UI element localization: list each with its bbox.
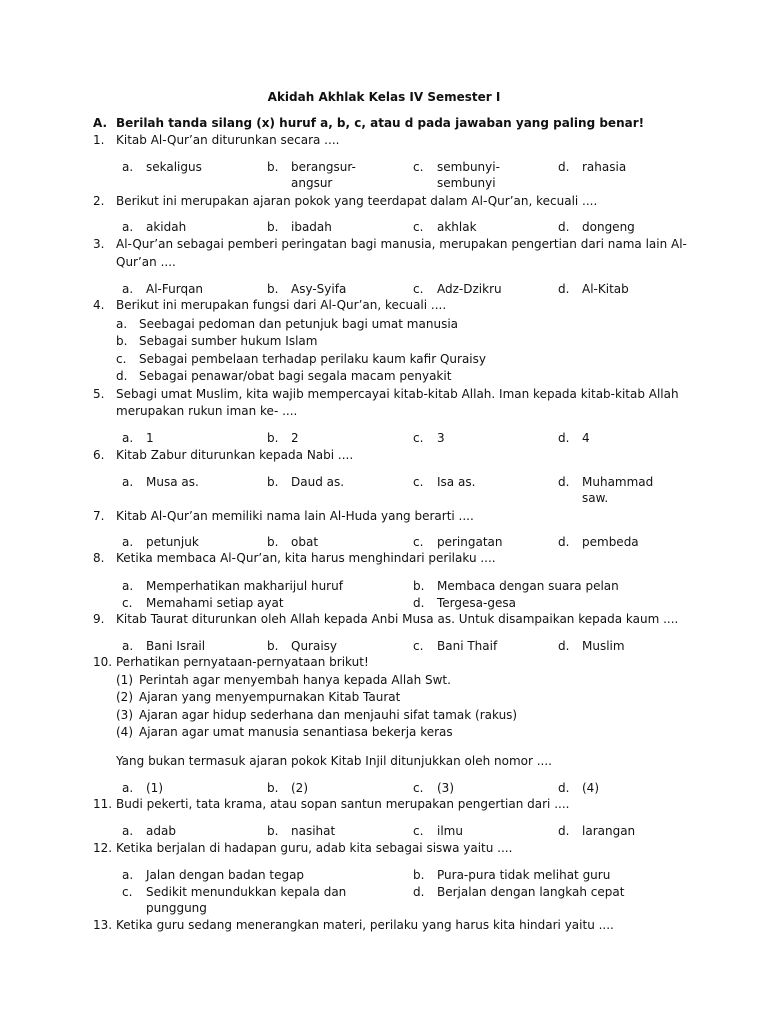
option-text: 2 [291,431,299,445]
option-text: dongeng [582,220,635,234]
option-letter: a. [122,475,134,489]
option-letter: c. [413,431,424,445]
option-letter: c. [413,282,424,296]
option-text: Sebagai pembelaan terhadap perilaku kaum kafir Quraisy [139,352,486,366]
option-letter: b. [116,334,128,348]
question-number: 4. [93,298,105,312]
option-letter: d. [558,431,570,445]
statement-text: Ajaran yang menyempurnakan Kitab Taurat [139,690,401,704]
option-letter: b. [413,579,425,593]
option-text: angsur [291,176,333,190]
option-text: Al-Furqan [146,282,204,296]
option-text: Berjalan dengan langkah cepat [437,885,625,899]
option-letter: c. [413,220,424,234]
question-text: Sebagi umat Muslim, kita wajib mempercayai kitab-kitab Allah. Iman kepada kitab-kitab Allah [116,387,679,401]
option-text: (2) [291,781,308,795]
option-letter: d. [116,369,128,383]
question-text: Kitab Al-Qur’an diturunkan secara .... [116,133,340,147]
option-letter: b. [267,824,279,838]
option-letter: b. [267,475,279,489]
question-number: 8. [93,551,105,565]
statement-text: Ajaran agar hidup sederhana dan menjauhi sifat tamak (rakus) [139,708,518,722]
option-letter: d. [558,781,570,795]
option-text: Musa as. [146,475,199,489]
option-letter: a. [122,535,134,549]
option-text: obat [291,535,319,549]
option-letter: d. [558,160,570,174]
option-text: Muslim [582,639,625,653]
question-text: Berikut ini merupakan fungsi dari Al-Qur’an, kecuali .... [116,298,447,312]
option-letter: d. [558,220,570,234]
option-letter: a. [122,639,134,653]
option-text: Asy-Syifa [291,282,347,296]
statement-number: (2) [116,690,133,704]
option-text: Bani Thaif [437,639,498,653]
option-text: Membaca dengan suara pelan [437,579,619,593]
option-text: sembunyi [437,176,496,190]
option-text: Bani Israil [146,639,206,653]
option-letter: a. [122,282,134,296]
option-text: rahasia [582,160,627,174]
question-text: Ketika guru sedang menerangkan materi, perilaku yang harus kita hindari yaitu .... [116,918,614,932]
option-text: ibadah [291,220,332,234]
question-text: Ketika berjalan di hadapan guru, adab kita sebagai siswa yaitu .... [116,841,513,855]
option-text: adab [146,824,176,838]
option-text: punggung [146,901,207,915]
option-letter: b. [267,781,279,795]
statement-text: Perintah agar menyembah hanya kepada Allah Swt. [139,673,451,687]
option-text: Pura-pura tidak melihat guru [437,868,611,882]
option-text: Memahami setiap ayat [146,596,284,610]
option-text: larangan [582,824,636,838]
option-letter: b. [267,535,279,549]
option-letter: b. [267,160,279,174]
question-number: 13. [93,918,113,932]
question-number: 2. [93,194,105,208]
option-letter: c. [413,160,424,174]
option-letter: d. [558,282,570,296]
question-number: 1. [93,133,105,147]
option-letter: d. [558,639,570,653]
option-text: peringatan [437,535,503,549]
option-letter: c. [413,535,424,549]
option-letter: b. [413,868,425,882]
question-text: Kitab Al-Qur’an memiliki nama lain Al-Huda yang berarti .... [116,509,474,523]
option-letter: b. [267,639,279,653]
option-text: (1) [146,781,163,795]
statement-number: (1) [116,673,133,687]
option-text: Memperhatikan makharijul huruf [146,579,343,593]
option-letter: b. [267,431,279,445]
option-letter: c. [413,824,424,838]
option-text: pembeda [582,535,639,549]
option-letter: d. [558,475,570,489]
option-text: sembunyi- [437,160,500,174]
question-text: Ketika membaca Al-Qur’an, kita harus menghindari perilaku .... [116,551,496,565]
option-text: ilmu [437,824,463,838]
option-text: (3) [437,781,454,795]
option-text: Seebagai pedoman dan petunjuk bagi umat manusia [139,317,459,331]
option-text: Muhammad [582,475,654,489]
option-text: saw. [582,491,609,505]
option-text: 4 [582,431,590,445]
option-text: akidah [146,220,187,234]
option-letter: a. [122,868,134,882]
option-letter: c. [413,781,424,795]
option-text: Sedikit menundukkan kepala dan [146,885,347,899]
option-letter: d. [558,535,570,549]
option-text: Daud as. [291,475,345,489]
question-number: 7. [93,509,105,523]
option-letter: c. [413,475,424,489]
question-text: Kitab Taurat diturunkan oleh Allah kepada Anbi Musa as. Untuk disampaikan kepada kaum .... [116,612,679,626]
option-text: petunjuk [146,535,199,549]
option-text: Jalan dengan badan tegap [146,868,305,882]
option-letter: c. [122,885,133,899]
option-letter: d. [413,885,425,899]
option-text: berangsur- [291,160,356,174]
option-text: sekaligus [146,160,202,174]
question-text: Kitab Zabur diturunkan kepada Nabi .... [116,448,354,462]
question-number: 5. [93,387,105,401]
option-letter: c. [122,596,133,610]
option-text: (4) [582,781,599,795]
question-followup: Yang bukan termasuk ajaran pokok Kitab Injil ditunjukkan oleh nomor .... [116,754,552,768]
question-text: Perhatikan pernyataan-pernyataan brikut! [116,655,369,669]
option-text: Sebagai penawar/obat bagi segala macam penyakit [139,369,452,383]
option-letter: d. [558,824,570,838]
option-letter: b. [267,282,279,296]
option-text: Al-Kitab [582,282,629,296]
question-text: Berikut ini merupakan ajaran pokok yang teerdapat dalam Al-Qur’an, kecuali .... [116,194,598,208]
option-letter: c. [413,639,424,653]
question-text: Qur’an .... [116,255,176,269]
option-letter: d. [413,596,425,610]
option-text: akhlak [437,220,477,234]
option-letter: a. [122,160,134,174]
option-letter: c. [116,352,127,366]
option-letter: b. [267,220,279,234]
option-text: 3 [437,431,445,445]
option-letter: a. [122,431,134,445]
option-letter: a. [116,317,128,331]
question-number: 9. [93,612,105,626]
option-text: Quraisy [291,639,338,653]
option-text: Sebagai sumber hukum Islam [139,334,318,348]
statement-number: (4) [116,725,133,739]
question-number: 12. [93,841,113,855]
statement-number: (3) [116,708,133,722]
option-letter: a. [122,824,134,838]
question-text: merupakan rukun iman ke- .... [116,404,298,418]
question-text: Budi pekerti, tata krama, atau sopan santun merupakan pengertian dari .... [116,797,570,811]
question-text: Al-Qur’an sebagai pemberi peringatan bagi manusia, merupakan pengertian dari nama lain Al- [116,237,687,251]
option-text: Tergesa-gesa [437,596,516,610]
section-letter: A. [93,116,108,130]
option-text: Adz-Dzikru [437,282,502,296]
page-title: Akidah Akhlak Kelas IV Semester I [267,90,501,104]
question-number: 6. [93,448,105,462]
statement-text: Ajaran agar umat manusia senantiasa bekerja keras [139,725,453,739]
option-text: 1 [146,431,154,445]
option-text: Isa as. [437,475,476,489]
option-text: nasihat [291,824,336,838]
question-number: 10. [93,655,113,669]
option-letter: a. [122,781,134,795]
option-letter: a. [122,579,134,593]
question-number: 11. [93,797,113,811]
section-instruction: Berilah tanda silang (x) huruf a, b, c, atau d pada jawaban yang paling benar! [116,116,645,130]
option-letter: a. [122,220,134,234]
question-number: 3. [93,237,105,251]
